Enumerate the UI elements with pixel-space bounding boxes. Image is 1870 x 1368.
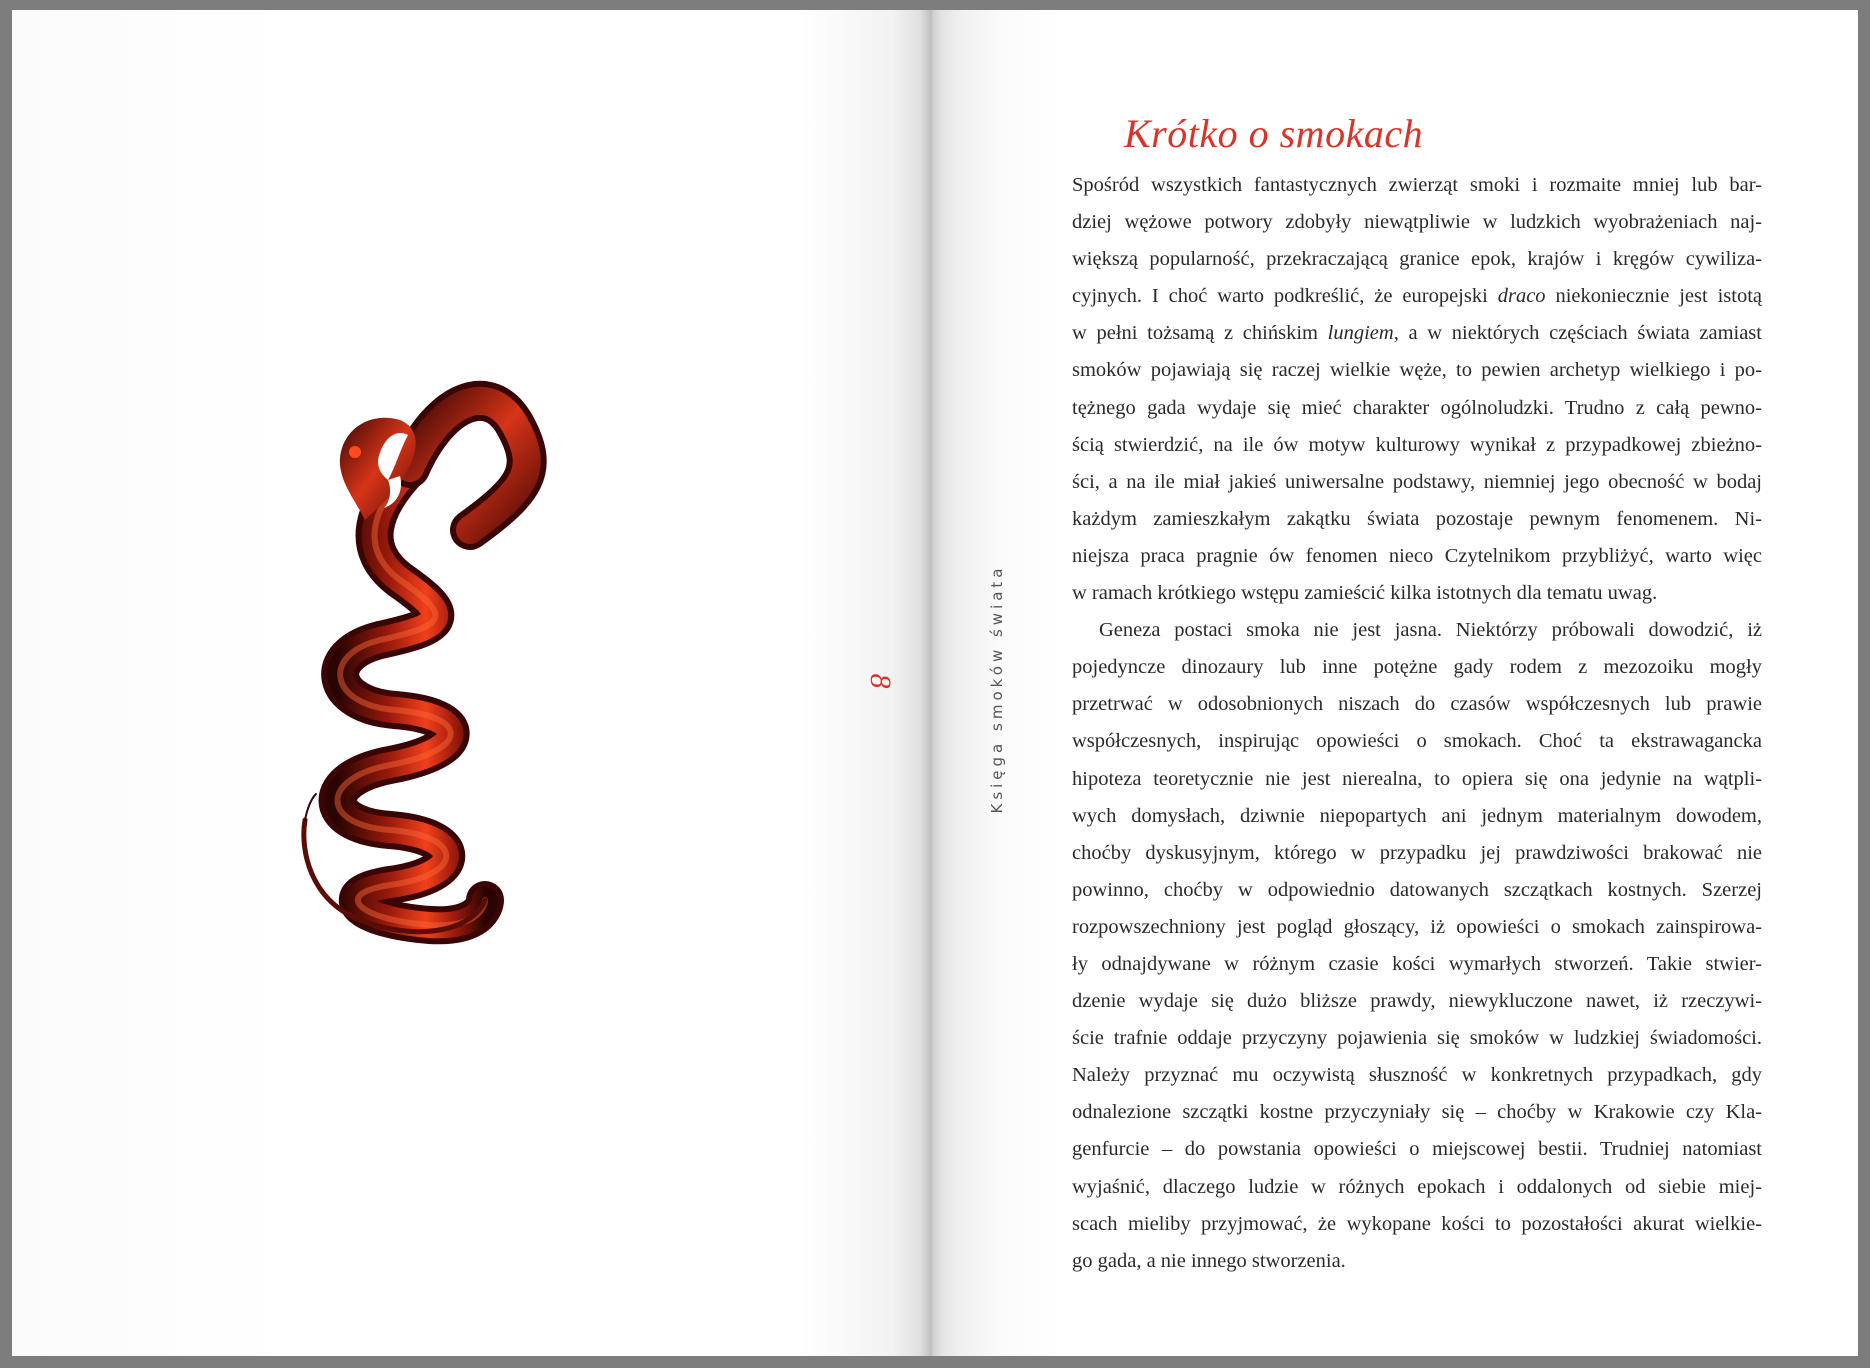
text-line xyxy=(1072,946,1762,983)
text-line xyxy=(1072,1020,1762,1057)
italic-term: lungiem xyxy=(1327,322,1394,345)
text-line xyxy=(1072,1243,1762,1280)
text-line xyxy=(1072,798,1762,835)
text-segment: powinno, choćby w odpowiednio datowanych szczątkach kostnych. Szerzej xyxy=(1072,878,1762,901)
text-line xyxy=(1072,1094,1762,1131)
text-line xyxy=(1072,761,1762,798)
text-segment: ścią stwierdzić, na ile ów motyw kulturowy wynikał z przypadkowej zbieżno- xyxy=(1072,433,1762,456)
text-line xyxy=(1072,723,1762,760)
text-segment: Należy przyznać mu oczywistą słuszność w konkretnych przypadkach, gdy xyxy=(1072,1064,1762,1087)
text-segment: Geneza postaci smoka nie jest jasna. Niektórzy próbowali dowodzić, iż xyxy=(1099,619,1762,642)
text-segment: go gada, a nie innego stworzenia. xyxy=(1072,1249,1346,1272)
text-line xyxy=(1072,464,1762,501)
text-line xyxy=(1072,1206,1762,1243)
text-line xyxy=(1072,872,1762,909)
text-segment: hipoteza teoretycznie nie jest nierealna, to opiera się ona jedynie na wątpli- xyxy=(1072,767,1762,790)
text-segment: dziej wężowe potwory zdobyły niewątpliwie w ludzkich wyobrażeniach naj- xyxy=(1072,211,1762,234)
text-segment: genfurcie – do powstania opowieści o miejscowej bestii. Trudniej natomiast xyxy=(1072,1138,1762,1161)
text-segment: Spośród wszystkich fantastycznych zwierząt smoki i rozmaite mniej lub bar- xyxy=(1072,174,1762,196)
text-segment: ły odnajdywane w różnym czasie kości wymarłych stworzeń. Takie stwier- xyxy=(1072,952,1762,975)
text-line xyxy=(1072,575,1762,612)
text-segment: ście trafnie oddaje przyczyny pojawienia się smoków w ludzkiej świadomości. xyxy=(1072,1027,1762,1050)
chapter-title: Krótko o smokach xyxy=(1124,111,1424,156)
serpent-illustration xyxy=(300,380,620,980)
text-line xyxy=(1072,352,1762,389)
text-line xyxy=(1072,649,1762,686)
serpent-body xyxy=(304,401,527,932)
text-segment: niekoniecznie jest istotą xyxy=(1545,285,1762,308)
text-segment: w pełni tożsamą z chińskim xyxy=(1072,322,1328,345)
text-segment: w ramach krótkiego wstępu zamieścić kilka istotnych dla tematu uwag. xyxy=(1072,582,1658,605)
text-segment: pojedyncze dinozaury lub inne potężne gady rodem z mezozoiku mogły xyxy=(1072,656,1762,679)
text-segment: ści, a na ile miał jakieś uniwersalne podstawy, niemniej jego obecność w bodaj xyxy=(1072,470,1762,493)
text-line xyxy=(1072,501,1762,538)
text-segment: rozpowszechniony jest pogląd głoszący, iż opowieści o smokach zainspirowa- xyxy=(1072,915,1762,938)
text-segment: współczesnych, inspirując opowieści o smokach. Choć ta ekstrawagancka xyxy=(1072,730,1762,753)
text-line xyxy=(1072,909,1762,946)
running-head: Księga smoków świata xyxy=(988,564,1006,814)
text-segment: przetrwać w odosobnionych niszach do czasów współczesnych lub prawie xyxy=(1072,693,1762,716)
text-segment: dzenie wydaje się dużo bliższe prawdy, niewykluczone nawet, iż rzeczywi- xyxy=(1072,990,1762,1013)
text-line xyxy=(1072,538,1762,575)
text-line xyxy=(1072,390,1762,427)
text-line xyxy=(1072,983,1762,1020)
text-line xyxy=(1072,315,1762,352)
text-line xyxy=(1072,612,1762,649)
text-line xyxy=(1072,427,1762,464)
text-line xyxy=(1072,686,1762,723)
text-segment: niejsza praca pragnie ów fenomen nieco Czytelnikom przybliżyć, warto więc xyxy=(1072,544,1762,567)
text-line xyxy=(1072,835,1762,872)
text-segment: wyjaśnić, dlaczego ludzie w różnych epokach i oddalonych od siebie miej- xyxy=(1072,1175,1762,1198)
text-line xyxy=(1072,241,1762,278)
serpent-eye xyxy=(349,446,361,458)
text-line xyxy=(1072,1169,1762,1206)
text-line xyxy=(1072,167,1762,204)
text-segment: choćby dyskusyjnym, którego w przypadku jej prawdziwości brakować nie xyxy=(1072,841,1762,864)
text-line xyxy=(1072,278,1762,315)
text-line xyxy=(1072,1057,1762,1094)
text-segment: każdym zamieszkałym zakątku świata pozostaje pewnym fenomenem. Ni- xyxy=(1072,507,1762,530)
text-line xyxy=(1072,204,1762,241)
italic-term: draco xyxy=(1497,285,1546,308)
text-line xyxy=(1072,1131,1762,1168)
text-segment: smoków pojawiają się raczej wielkie węże, to pewien archetyp wielkiego i po- xyxy=(1072,359,1762,382)
text-segment: cyjnych. I choć warto podkreślić, że europejski xyxy=(1072,285,1498,308)
body-text xyxy=(1072,167,1762,1280)
text-segment: scach mieliby przyjmować, że wykopane kości to pozostałości akurat wielkie- xyxy=(1072,1212,1762,1235)
text-segment: tężnego gada wydaje się mieć charakter ogólnoludzki. Trudno z całą pewno- xyxy=(1072,396,1762,419)
text-segment: większą popularność, przekraczającą granice epok, krajów i kręgów cywiliza- xyxy=(1072,248,1762,271)
page-number: 8 xyxy=(864,673,897,689)
text-segment: , a w niektórych częściach świata zamiast xyxy=(1393,322,1762,345)
text-segment: odnalezione szczątki kostne przyczyniały się – choćby w Krakowie czy Kla- xyxy=(1072,1101,1762,1124)
text-segment: wych domysłach, dziwnie niepopartych ani jednym materialnym dowodem, xyxy=(1072,804,1762,827)
